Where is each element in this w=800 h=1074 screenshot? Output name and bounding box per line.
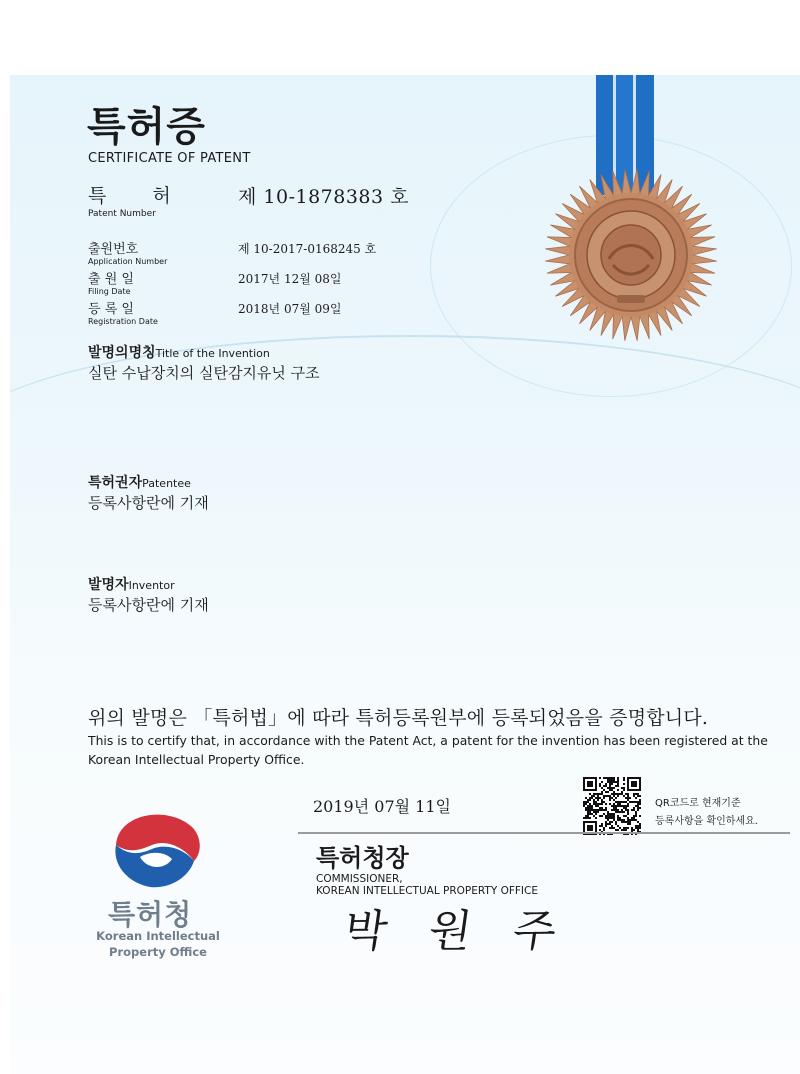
qr-note-line1: QR코드로 현재기준	[655, 798, 741, 809]
title-korean: 특허증	[87, 104, 206, 150]
application-number-value: 제 10-2017-0168245 호	[238, 242, 377, 256]
patentee-label-ko: 특허권자	[88, 475, 143, 491]
title-english: CERTIFICATE OF PATENT	[88, 151, 251, 166]
filing-date-label: 출 원 일	[88, 272, 134, 287]
commissioner-title-en-line2: KOREAN INTELLECTUAL PROPERTY OFFICE	[316, 885, 538, 897]
kipo-logo-en-line2: Property Office	[109, 945, 207, 959]
patentee-label	[88, 472, 191, 492]
certification-statement-en: This is to certify that, in accordance with the Patent Act, a patent for the invention has been registered at the Korean Intellectual Property Office.	[88, 733, 768, 767]
patent-number-value: 제 10-1878383 호	[238, 186, 410, 208]
qr-note	[655, 795, 758, 831]
seal-medal-icon	[541, 165, 721, 345]
invention-title-label-en: Title of the Invention	[155, 347, 270, 360]
kipo-logo-ko: 특허청	[108, 898, 193, 931]
qr-code-icon[interactable]	[583, 777, 641, 835]
commissioner-title-en-line1: COMMISSIONER,	[316, 873, 403, 885]
invention-title-label-ko: 발명의명칭	[88, 345, 156, 361]
commissioner-signature: 박 원 주	[340, 906, 574, 957]
inventor-label	[88, 574, 175, 594]
registration-date-label-en: Registration Date	[88, 317, 158, 326]
invention-title-value: 실탄 수납장치의 실탄감지유닛 구조	[88, 364, 320, 382]
patent-number-label: 특허	[88, 185, 217, 207]
issue-date: 2019년 07월 11일	[313, 797, 451, 816]
filing-date-label-en: Filing Date	[88, 287, 131, 296]
inventor-label-ko: 발명자	[88, 577, 129, 593]
inventor-value: 등록사항란에 기재	[88, 596, 209, 614]
application-number-label-en: Application Number	[88, 257, 168, 266]
patentee-value: 등록사항란에 기재	[88, 494, 209, 512]
signature-divider	[298, 832, 790, 834]
patent-number-label-en: Patent Number	[88, 209, 156, 219]
commissioner-title-en	[316, 873, 538, 897]
registration-date-label: 등 록 일	[88, 302, 134, 317]
kipo-logo-en-line1: Korean Intellectual	[96, 929, 220, 943]
registration-date-value: 2018년 07월 09일	[238, 302, 342, 316]
filing-date-value: 2017년 12월 08일	[238, 272, 342, 286]
invention-title-label	[88, 342, 270, 362]
kipo-emblem-icon	[108, 808, 208, 890]
commissioner-title-ko: 특허청장	[316, 844, 409, 872]
certification-statement-ko: 위의 발명은 「특허법」에 따라 특허등록원부에 등록되었음을 증명합니다.	[88, 707, 709, 729]
inventor-label-en: Inventor	[128, 579, 175, 592]
qr-note-line2: 등록사항을 확인하세요.	[655, 816, 758, 827]
patentee-label-en: Patentee	[142, 477, 191, 490]
application-number-label: 출원번호	[88, 242, 139, 257]
kipo-logo-en	[88, 928, 228, 960]
